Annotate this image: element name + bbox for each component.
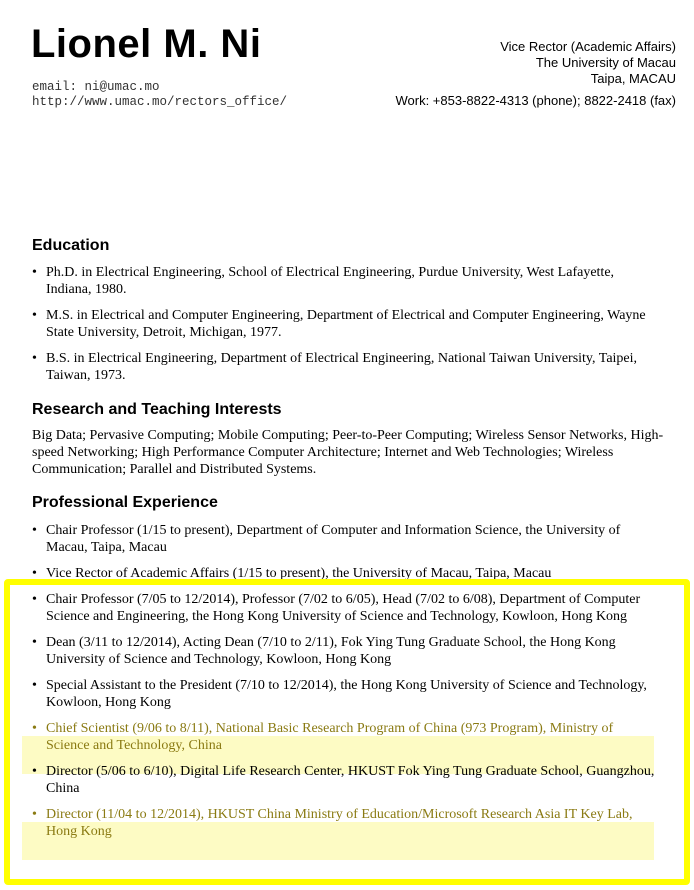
experience-item: • Chair Professor (7/05 to 12/2014), Professor (7/02 to 6/05), Head (7/02 to 6/08), Department of Computer Science and Engineering, the Hong Kong University of Science and Technology, Kowloon, Hong Kong — [32, 592, 641, 624]
experience-item: • Director (5/06 to 6/10), Digital Life Research Center, HKUST Fok Ying Tung Graduate School, Guangzhou, China — [32, 764, 655, 796]
education-item: • M.S. in Electrical and Computer Engineering, Department of Electrical and Computer Engineering, Wayne State University, Detroit, Michigan, 1977. — [32, 308, 646, 340]
experience-item-highlighted: • Director (11/04 to 12/2014), HKUST China Ministry of Education/Microsoft Research Asia IT Key Lab, Hong Kong — [32, 807, 633, 839]
bullet-icon: • — [32, 807, 37, 822]
bullet-icon: • — [32, 721, 37, 736]
bullet-icon: • — [32, 523, 37, 538]
experience-item: • Dean (3/11 to 12/2014), Acting Dean (7/10 to 2/11), Fok Ying Tung Graduate School, the Hong Kong University of Science and Technology, Kowloon, Hong Kong — [32, 635, 616, 667]
email-address[interactable]: email: ni@umac.mo — [32, 80, 160, 94]
contact-links — [32, 80, 287, 110]
bullet-icon: • — [32, 566, 37, 581]
website-url[interactable]: http://www.umac.mo/rectors_office/ — [32, 95, 288, 109]
bullet-icon: • — [32, 265, 37, 280]
bullet-icon: • — [32, 635, 37, 650]
institution-name: The University of Macau — [535, 55, 676, 70]
location: Taipa, MACAU — [590, 71, 676, 86]
experience-heading: Professional Experience — [32, 494, 218, 511]
bullet-icon: • — [32, 678, 37, 693]
experience-item: • Special Assistant to the President (7/10 to 12/2014), the Hong Kong University of Science and Technology, Kowloon, Hong Kong — [32, 678, 647, 710]
bullet-icon: • — [32, 351, 37, 366]
bullet-icon: • — [32, 764, 37, 779]
experience-item: • Chair Professor (1/15 to present), Department of Computer and Information Science, the University of Macau, Taipa, Macau — [32, 523, 621, 555]
bullet-icon: • — [32, 308, 37, 323]
research-heading: Research and Teaching Interests — [32, 401, 282, 418]
education-heading: Education — [32, 237, 110, 254]
bullet-icon: • — [32, 592, 37, 607]
research-interests-text: Big Data; Pervasive Computing; Mobile Computing; Peer-to-Peer Computing; Wireless Sensor Networks, High-speed Networking; High Performance Computer Architecture; Internet and Web Technologies; Wireless Communication; Parallel and Distributed Systems. — [32, 428, 664, 477]
education-item: • Ph.D. in Electrical Engineering, School of Electrical Engineering, Purdue University, West Lafayette, Indiana, 1980. — [32, 265, 615, 297]
person-name: Lionel M. Ni — [31, 22, 262, 66]
work-phone-fax: Work: +853-8822-4313 (phone); 8822-2418 (fax) — [395, 93, 676, 108]
experience-item-highlighted: • Chief Scientist (9/06 to 8/11), National Basic Research Program of China (973 Program), Ministry of Science and Technology, China — [32, 721, 614, 753]
education-list — [0, 264, 694, 384]
education-item: • B.S. in Electrical Engineering, Department of Electrical Engineering, National Taiwan University, Taipei, Taiwan, 1973. — [32, 351, 638, 383]
contact-address — [395, 39, 676, 109]
experience-item: • Vice Rector of Academic Affairs (1/15 to present), the University of Macau, Taipa, Macau — [32, 566, 552, 581]
position-title: Vice Rector (Academic Affairs) — [500, 39, 676, 54]
experience-list — [0, 522, 694, 840]
